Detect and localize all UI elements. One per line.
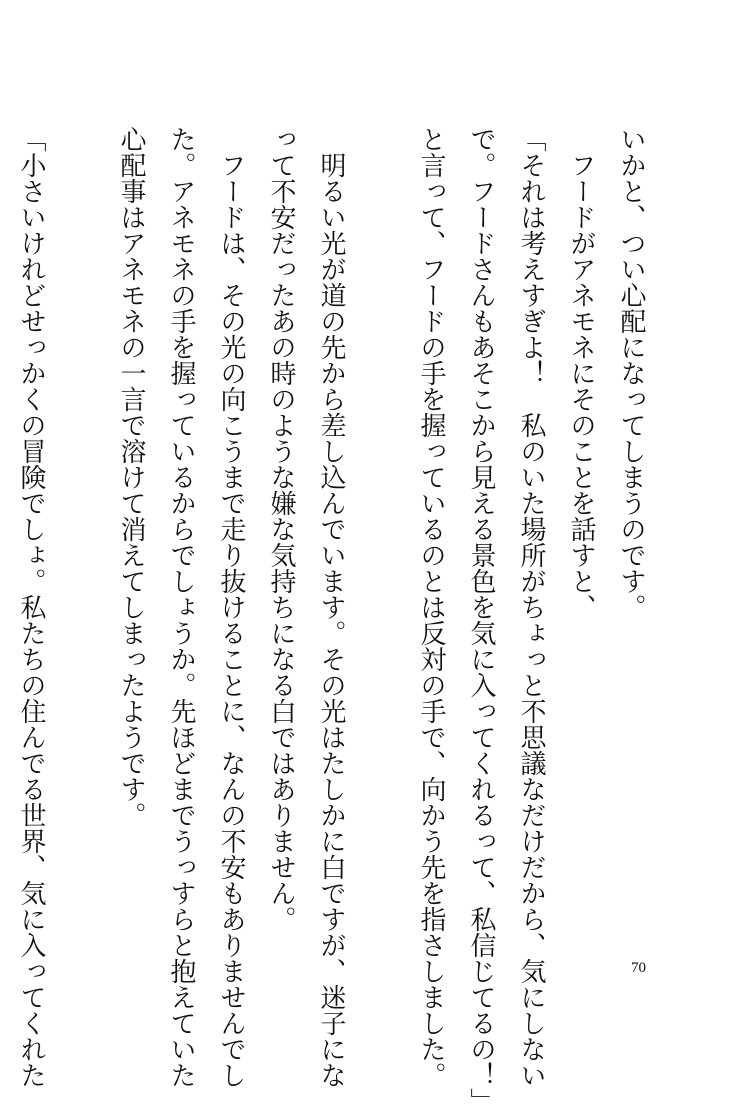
text-line: フードがアネモネにそのことを話すと、 [566,126,596,620]
page-number: 70 [631,960,646,976]
text-line: フードは、その光の向こうまで走り抜けることに、なんの不安もありませんでし [216,126,246,1088]
text-line: 「それは考えすぎよ！ 私のいた場所がちょっと不思議なだけだから、気にしない [516,126,546,1088]
text-line: 心配事はアネモネの一言で溶けて消えてしまったようです。 [116,126,146,828]
paragraph-spacer [356,126,406,936]
text-line: で。フードさんもあそこから見える景色を気に入ってくれるって、私信じてるの！」 [466,126,496,1114]
text-line: いかと、つい心配になってしまうのです。 [616,126,646,620]
text-line: 明るい光が道の先から差し込んでいます。その光はたしかに白ですが、迷子にな [316,126,346,1088]
text-line: 「小さいけれどせっかくの冒険でしょ。私たちの住んでる世界、気に入ってくれた [16,126,46,1088]
text-line: た。アネモネの手を握っているからでしょうか。先ほどまでうっすらと抱えていた [166,126,196,1088]
text-line: と言って、フードの手を握っているのとは反対の手で、向かう先を指さしました。 [416,126,446,1088]
text-line: って不安だったあの時のような嫌な気持ちになる白ではありません。 [266,126,296,932]
paragraph-spacer [56,126,106,936]
